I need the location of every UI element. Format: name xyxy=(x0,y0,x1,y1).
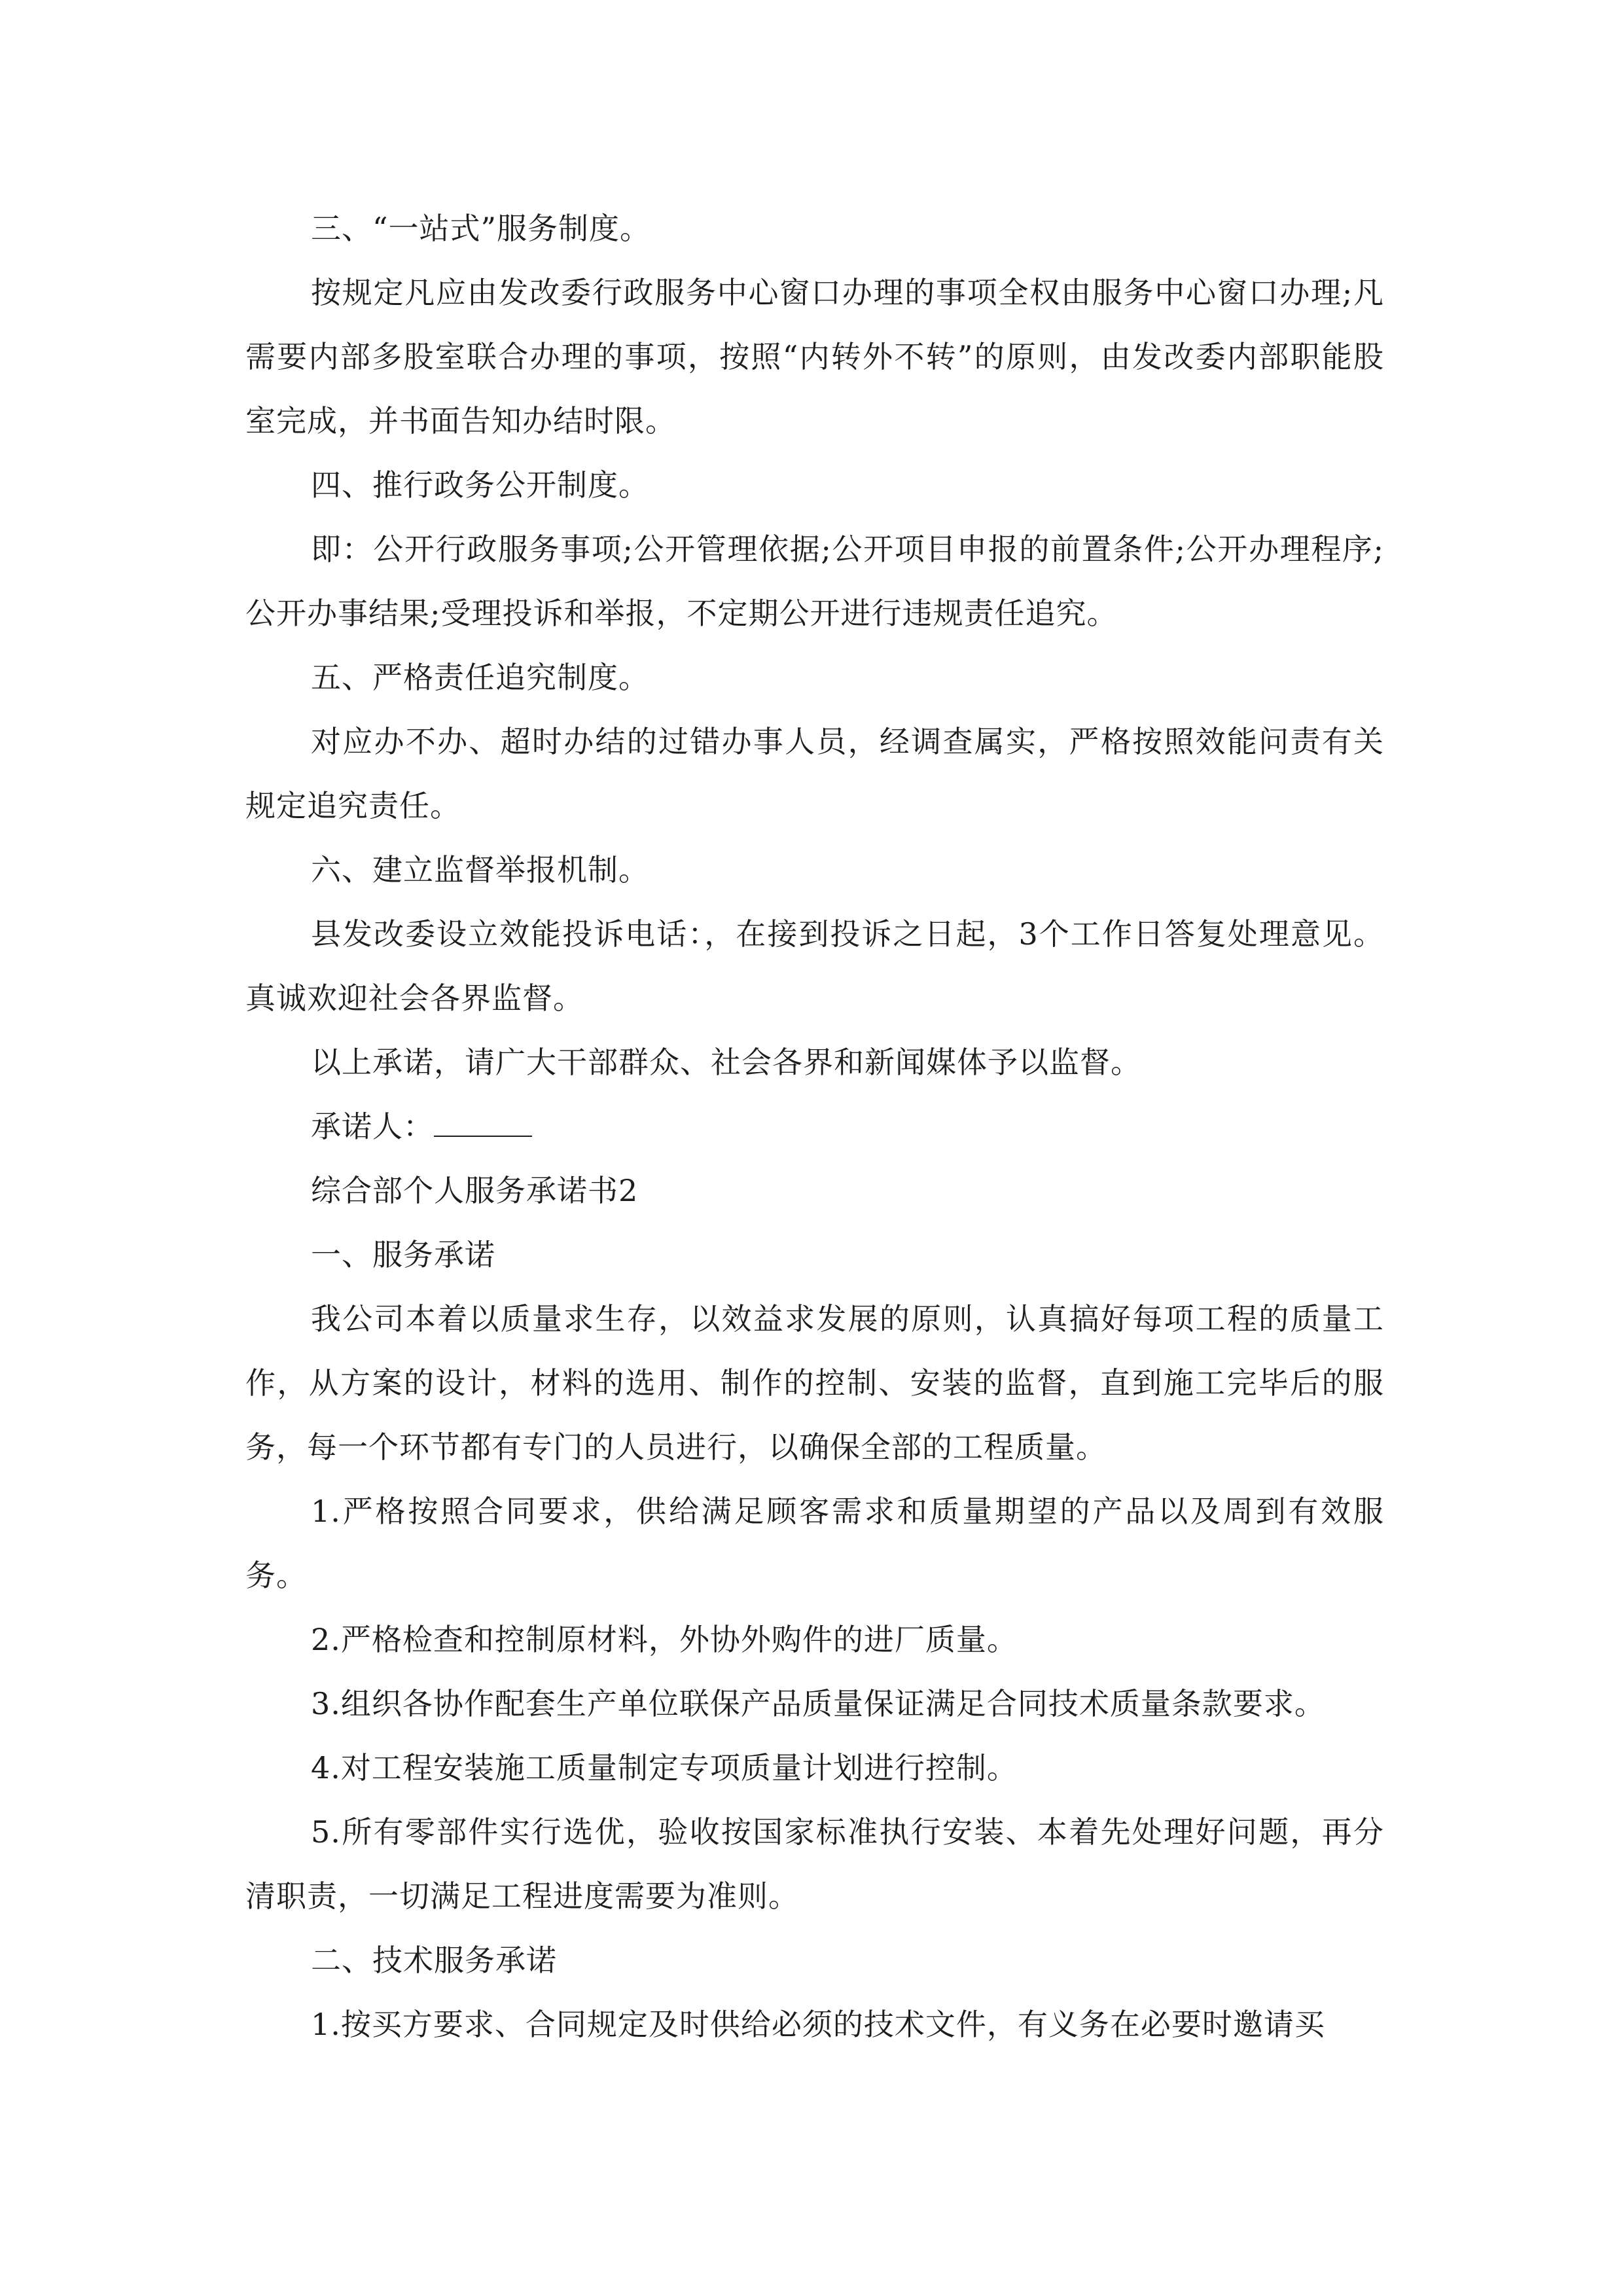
body-paragraph: 对应办不办、超时办结的过错办事人员，经调查属实，严格按照效能问责有关规定追究责任。 xyxy=(245,724,1384,823)
list-item-1: 1.按买方要求、合同规定及时供给必须的技术文件，有义务在必要时邀请买 xyxy=(311,2007,1325,2042)
body-paragraph: 以上承诺，请广大干部群众、社会各界和新闻媒体予以监督。 xyxy=(311,1045,1141,1080)
section-heading-4: 四、推行政务公开制度。 xyxy=(311,467,649,503)
section-heading-1: 一、服务承诺 xyxy=(311,1237,495,1272)
body-paragraph: 即：公开行政服务事项;公开管理依据;公开项目申报的前置条件;公开办理程序;公开办事结果;受理投诉和举报，不定期公开进行违规责任追究。 xyxy=(245,531,1384,631)
signature-label: 承诺人： xyxy=(311,1109,434,1144)
section-heading-2: 二、技术服务承诺 xyxy=(311,1943,557,1978)
body-paragraph: 按规定凡应由发改委行政服务中心窗口办理的事项全权由服务中心窗口办理;凡需要内部多股室联合办理的事项，按照“内转外不转”的原则，由发改委内部职能股室完成，并书面告知办结时限。 xyxy=(245,275,1384,439)
signature-blank xyxy=(434,1109,532,1137)
section-heading-5: 五、严格责任追究制度。 xyxy=(311,660,649,695)
list-item-5: 5.所有零部件实行选优，验收按国家标准执行安装、本着先处理好问题，再分清职责，一切满足工程进度需要为准则。 xyxy=(245,1814,1384,1914)
section-heading-6: 六、建立监督举报机制。 xyxy=(311,852,649,888)
section-heading-3: 三、“一站式”服务制度。 xyxy=(311,211,651,246)
list-item-3: 3.组织各协作配套生产单位联保产品质量保证满足合同技术质量条款要求。 xyxy=(311,1686,1325,1721)
list-item-2: 2.严格检查和控制原材料，外协外购件的进厂质量。 xyxy=(311,1622,1018,1657)
list-item-4: 4.对工程安装施工质量制定专项质量计划进行控制。 xyxy=(311,1750,1018,1785)
document-subtitle: 综合部个人服务承诺书2 xyxy=(311,1173,639,1208)
signature-line xyxy=(245,1094,1384,1158)
list-item-1: 1.严格按照合同要求，供给满足顾客需求和质量期望的产品以及周到有效服务。 xyxy=(245,1494,1384,1593)
document-body xyxy=(245,196,1384,2056)
body-paragraph: 县发改委设立效能投诉电话：，在接到投诉之日起，3个工作日答复处理意见。真诚欢迎社会各界监督。 xyxy=(245,916,1384,1016)
body-paragraph: 我公司本着以质量求生存，以效益求发展的原则，认真搞好每项工程的质量工作，从方案的设计，材料的选用、制作的控制、安装的监督，直到施工完毕后的服务，每一个环节都有专门的人员进行，以确保全部的工程质量。 xyxy=(245,1301,1384,1465)
